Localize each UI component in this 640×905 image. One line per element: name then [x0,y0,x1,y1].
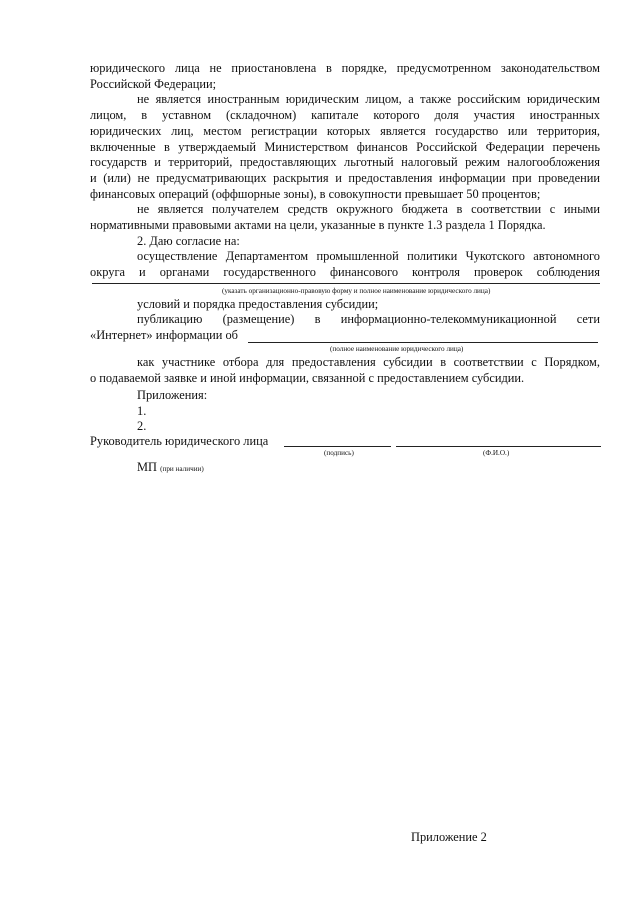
text-line: как участнике отбора для предоставления субсидии в соответствии с Порядком, [137,355,600,369]
attachments-title: Приложения: [137,388,208,402]
text-line: юридического лица не приостановлена в порядке, предусмотренном законодательством [90,61,600,75]
text-line: финансовых операций (оффшорные зоны), в совокупности превышает 50 процентов; [90,186,541,201]
full-name-hint: (полное наименование юридического лица) [330,345,464,353]
text-line: не является иностранным юридическим лицом, а также российским юридическим [137,92,600,107]
text-line: осуществление Департаментом промышленной политики Чукотского автономного [137,249,600,264]
fio-hint: (Ф.И.О.) [483,449,510,457]
attachment-item-2: 2. [137,419,147,433]
attachment-item-1: 1. [137,404,147,418]
text-line: лицом, в уставном (складочном) капитале которого доля участия иностранных [90,108,600,123]
signature-label: Руководитель юридического лица [90,434,269,448]
stamp-hint: (при наличии) [160,465,204,473]
org-name-hint: (указать организационно-правовую форму и полное наименование юридического лица) [222,287,491,295]
text-word: (размещение) [222,312,295,326]
signature-hint: (подпись) [324,449,354,457]
text-word: в [314,312,321,326]
text-line: и (или) не предусматривающих раскрытия и предоставления информации при проведении [90,170,600,185]
text-line: округа и органами государственного финансового контроля проверок соблюдения [90,265,600,280]
publication-line [137,312,600,327]
text-line: не является получателем средств окружного бюджета в соответствии с иными [137,202,600,217]
text-word: сети [576,312,600,326]
stamp-label [137,460,204,475]
text-word: информационно-телекоммуникационной [340,312,557,326]
signature-underline[interactable] [284,446,391,447]
text-line: о подаваемой заявке и иной информации, связанной с предоставлением субсидии. [90,370,525,385]
full-name-underline[interactable] [248,342,598,343]
text-line: государств и территорий, предоставляющих льготный налоговый режим налогообложения [90,155,600,170]
stamp-mp: МП [137,460,157,474]
text-line: включенные в утверждаемый Министерством финансов Российской Федерации перечень [90,139,600,154]
text-line: Российской Федерации; [90,76,217,91]
appendix-label: Приложение 2 [411,830,487,844]
fio-underline[interactable] [396,446,601,447]
text-line: юридических лиц, местом регистрации которых является государство или территория, [90,123,600,138]
internet-info-label: «Интернет» информации об [90,328,238,342]
body-block-1 [90,61,600,281]
body-block-2 [90,297,600,313]
org-name-underline[interactable] [92,283,600,284]
text-line: 2. Даю согласие на: [137,233,240,248]
text-line: нормативными правовыми актами на цели, указанные в пункте 1.3 раздела 1 Порядка. [90,218,546,233]
body-block-3 [90,355,600,386]
text-line: условий и порядка предоставления субсидии; [137,297,379,311]
text-word: публикацию [137,312,203,326]
